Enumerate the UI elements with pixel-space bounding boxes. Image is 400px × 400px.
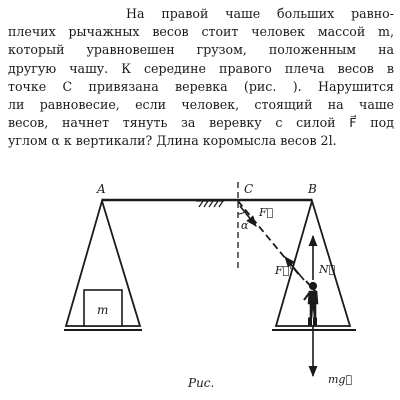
text-line-1: На правой чаше больших равно-: [126, 6, 394, 21]
figure-caption: Рис.: [188, 376, 215, 390]
text-line-2: плечих рычажных весов стоит человек массой m,: [8, 24, 394, 40]
label-m: m: [97, 303, 109, 317]
label-C: C: [244, 182, 254, 196]
text-line-6: ли равновесие, если человек, стоящий на чаше: [8, 97, 394, 113]
label-F: F⃗: [259, 206, 274, 219]
man-figure: [304, 281, 318, 325]
label-A: A: [97, 182, 106, 196]
label-alpha: α: [241, 219, 249, 232]
pivot-support: [196, 201, 224, 207]
label-N: N⃗: [319, 263, 336, 276]
text-line-7: весов, начнет тянуть за веревку с силой F⃗ под: [8, 115, 394, 131]
label-B: B: [308, 182, 317, 196]
text-line-4: другую чашу. К середине правого плеча весов в: [8, 60, 394, 76]
text-line-8: углом α к вертикали? Длина коромысла весов 2l.: [8, 133, 337, 149]
text-line-5: точке C привязана веревка (рис. ). Нарушится: [8, 78, 394, 94]
text-line-3: который уравновешен грузом, положенным на: [8, 42, 394, 58]
label-F-prime: F⃗': [275, 264, 293, 277]
label-mg: mg⃗: [328, 373, 353, 386]
